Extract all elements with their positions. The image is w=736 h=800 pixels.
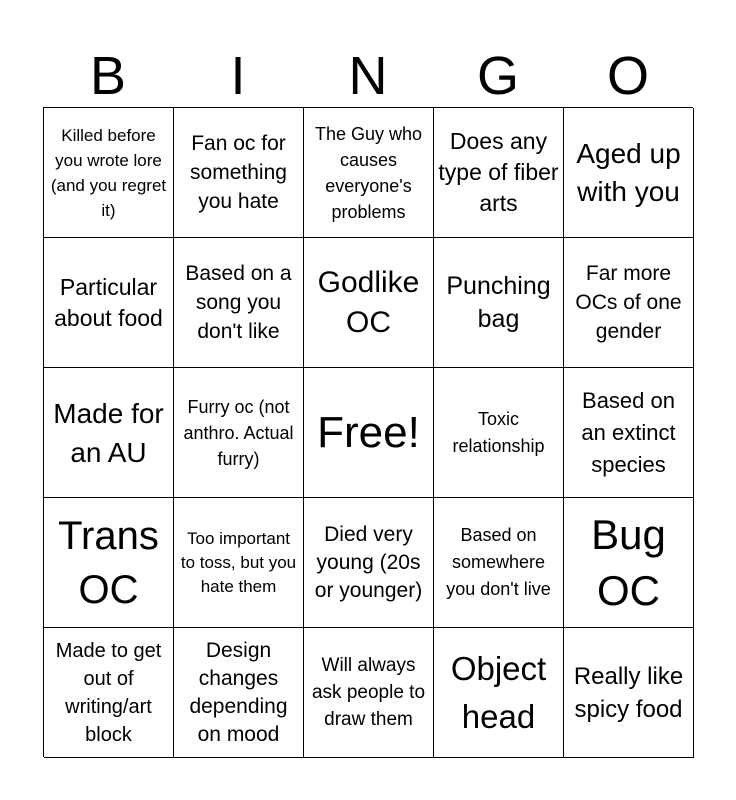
bingo-cell[interactable] bbox=[174, 108, 304, 238]
cell-text: Killed before you wrote lore (and you regret it) bbox=[50, 125, 167, 220]
cell-text: Too important to toss, but you hate them bbox=[180, 528, 297, 596]
bingo-cell[interactable] bbox=[44, 368, 174, 498]
bingo-cell[interactable] bbox=[434, 108, 564, 238]
bingo-cell[interactable] bbox=[44, 498, 174, 628]
header-letter-b: B bbox=[89, 46, 127, 106]
bingo-cell[interactable] bbox=[434, 238, 564, 368]
cell-text: Furry oc (not anthro. Actual furry) bbox=[183, 396, 294, 469]
cell-text: Died very young (20s or younger) bbox=[314, 522, 423, 602]
cell-text: Far more OCs of one gender bbox=[575, 262, 682, 343]
cell-text: Object head bbox=[450, 649, 547, 735]
bingo-cell[interactable] bbox=[564, 498, 694, 628]
bingo-cell[interactable] bbox=[304, 498, 434, 628]
header-letter-o: O bbox=[606, 46, 649, 106]
cell-text: The Guy who causes everyone's problems bbox=[314, 123, 423, 222]
bingo-cell[interactable] bbox=[564, 238, 694, 368]
cell-text: Particular about food bbox=[54, 273, 163, 331]
bingo-cell[interactable] bbox=[44, 238, 174, 368]
cell-text: Based on a song you don't like bbox=[185, 262, 292, 343]
bingo-cell[interactable] bbox=[564, 628, 694, 758]
free-space[interactable] bbox=[304, 368, 434, 498]
header-letter-n: N bbox=[348, 46, 388, 106]
cell-text: Based on an extinct species bbox=[581, 387, 676, 477]
bingo-cell[interactable] bbox=[44, 628, 174, 758]
bingo-cell[interactable] bbox=[174, 238, 304, 368]
cell-text: Aged up with you bbox=[576, 137, 681, 207]
bingo-cell[interactable] bbox=[174, 498, 304, 628]
bingo-cell[interactable] bbox=[564, 368, 694, 498]
bingo-cell[interactable] bbox=[304, 628, 434, 758]
cell-text: Bug OC bbox=[591, 510, 666, 614]
bingo-cell[interactable] bbox=[174, 368, 304, 498]
cell-text: Punching bag bbox=[446, 271, 551, 333]
cell-text: Fan oc for something you hate bbox=[190, 132, 287, 213]
cell-text: Does any type of fiber arts bbox=[438, 128, 559, 216]
cell-text: Design changes depending on mood bbox=[189, 638, 288, 746]
cell-text: Based on somewhere you don't live bbox=[446, 525, 551, 599]
cell-text: Made to get out of writing/art block bbox=[55, 639, 162, 746]
bingo-cell[interactable] bbox=[434, 368, 564, 498]
bingo-card bbox=[43, 107, 693, 757]
bingo-cell[interactable] bbox=[434, 498, 564, 628]
header-letter-i: I bbox=[230, 46, 246, 106]
cell-text: Toxic relationship bbox=[452, 408, 545, 456]
bingo-cell[interactable] bbox=[44, 108, 174, 238]
bingo-cell[interactable] bbox=[304, 238, 434, 368]
bingo-cell[interactable] bbox=[434, 628, 564, 758]
bingo-cell[interactable] bbox=[564, 108, 694, 238]
cell-text: Will always ask people to draw them bbox=[311, 655, 426, 730]
header-letter-g: G bbox=[476, 46, 519, 106]
bingo-header bbox=[43, 44, 693, 108]
cell-text: Made for an AU bbox=[53, 397, 164, 468]
bingo-cell[interactable] bbox=[304, 108, 434, 238]
cell-text: Free! bbox=[317, 407, 420, 457]
cell-text: Really like spicy food bbox=[573, 662, 684, 723]
cell-text: Godlike OC bbox=[317, 265, 420, 339]
bingo-cell[interactable] bbox=[174, 628, 304, 758]
cell-text: Trans OC bbox=[58, 513, 159, 612]
